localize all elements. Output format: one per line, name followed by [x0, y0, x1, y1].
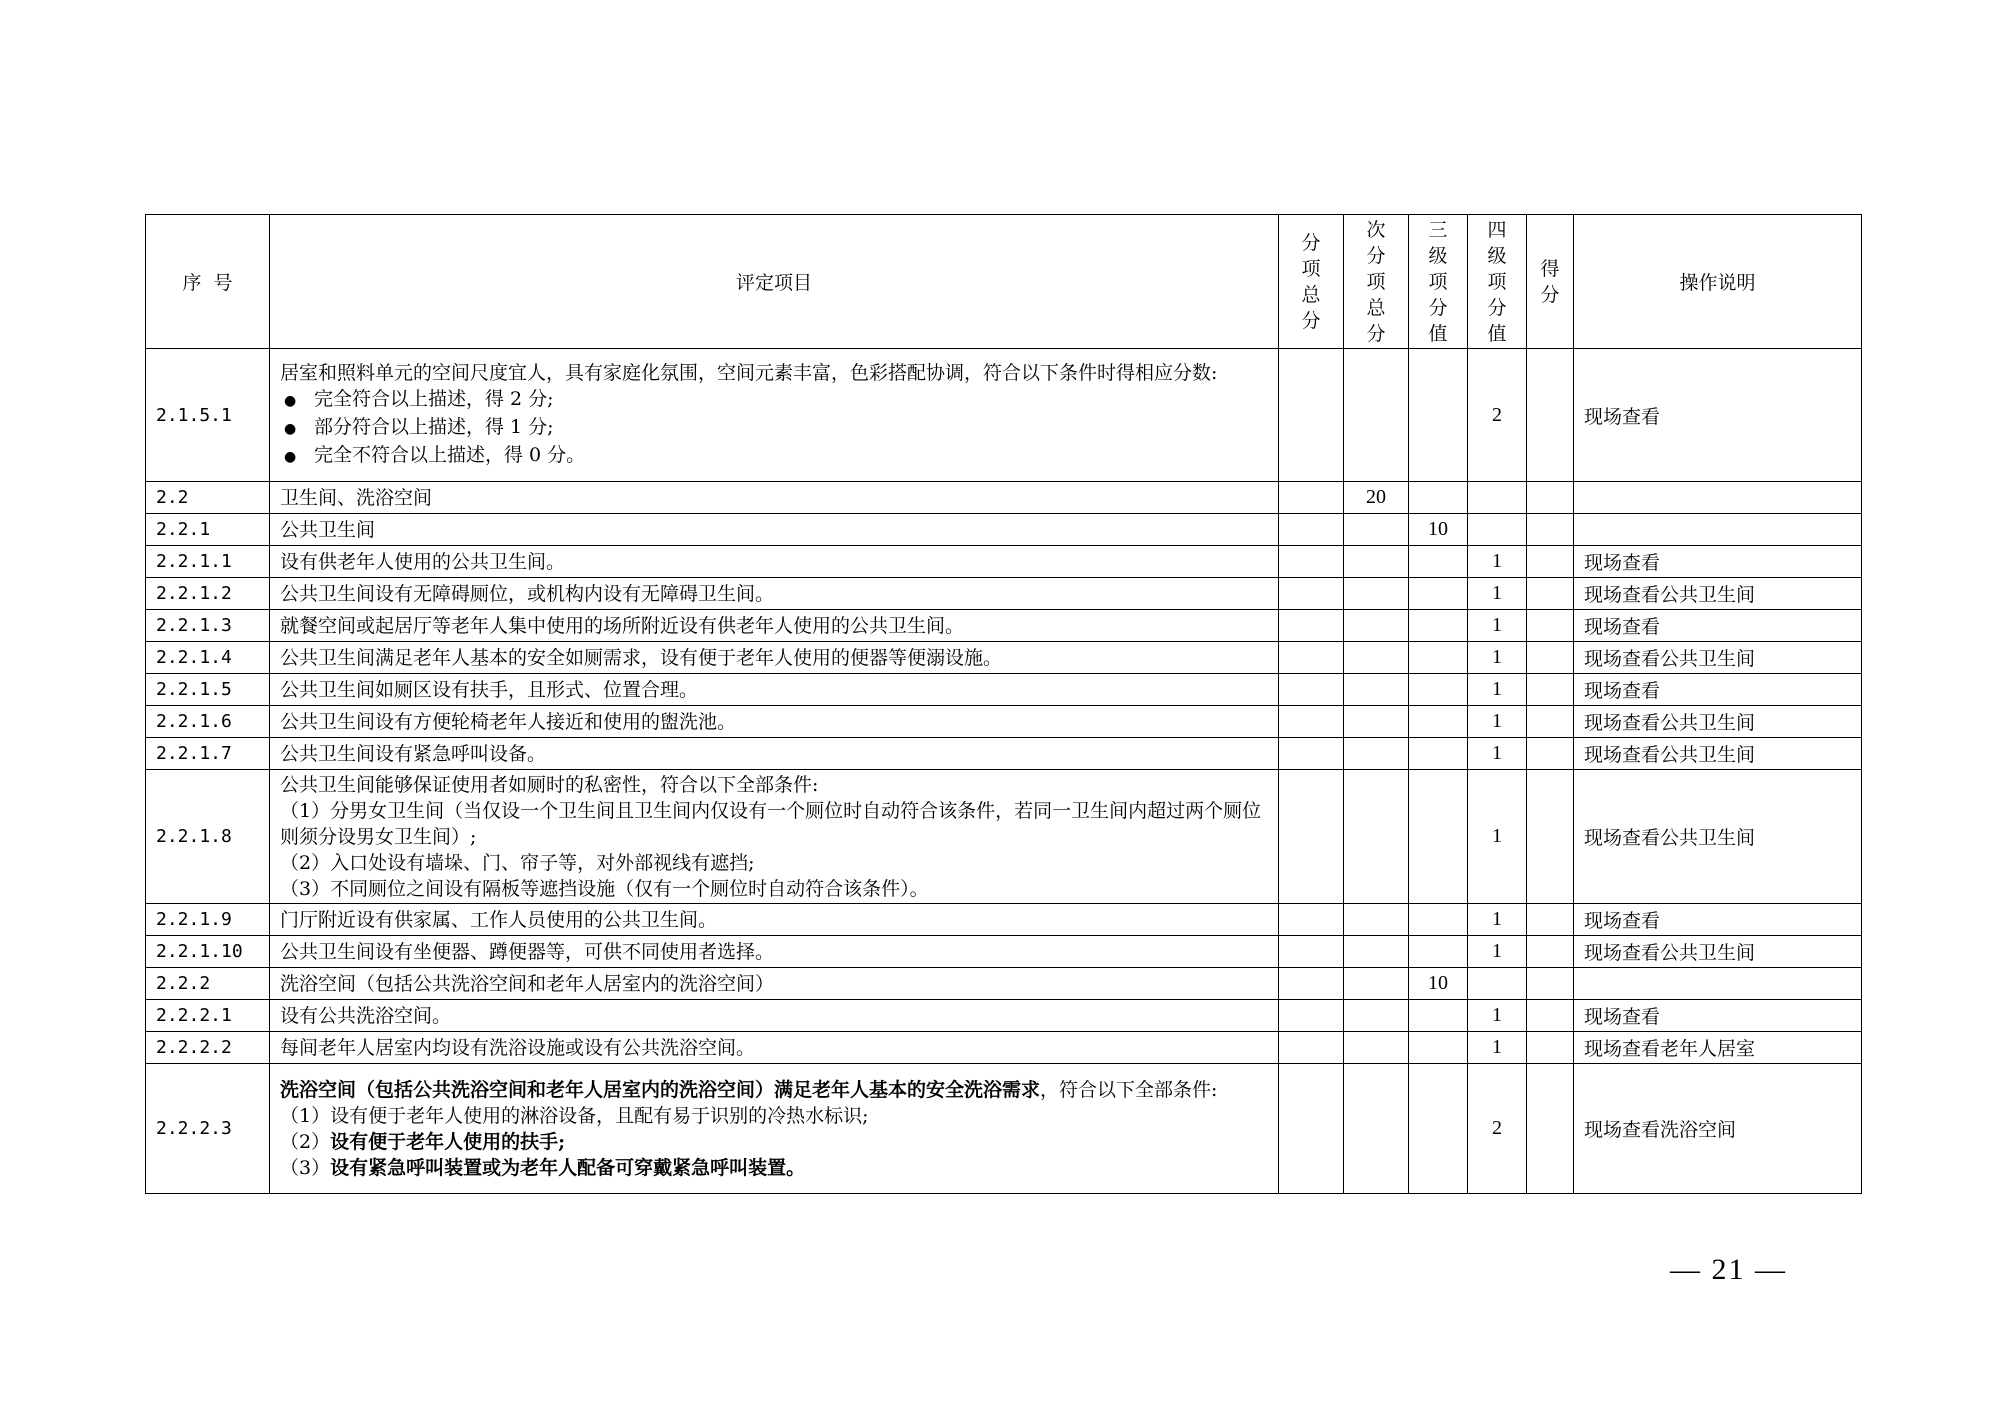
cell-c1: [1279, 610, 1344, 642]
row-operation: 现场查看老年人居室: [1574, 1032, 1862, 1064]
cell-c2: [1344, 936, 1409, 968]
evaluation-table: [145, 214, 1862, 1194]
row-item: 公共卫生间设有紧急呼叫设备。: [270, 738, 1279, 770]
cell-c2: [1344, 904, 1409, 936]
cell-c3: [1409, 642, 1468, 674]
table-row: [146, 578, 1862, 610]
cell-c2: [1344, 514, 1409, 546]
header-sub-subtotal: 次分项总分: [1344, 215, 1409, 349]
row-item: 设有供老年人使用的公共卫生间。: [270, 546, 1279, 578]
cell-c4: 2: [1468, 349, 1527, 482]
cell-c2: [1344, 770, 1409, 904]
item-text: 居室和照料单元的空间尺度宜人，具有家庭化氛围，空间元素丰富，色彩搭配协调，符合以下条件时得相应分数:: [280, 362, 1218, 384]
cell-c3: [1409, 674, 1468, 706]
row-operation: 现场查看公共卫生间: [1574, 642, 1862, 674]
item-text-emphasis: 洗浴空间（包括公共洗浴空间和老年人居室内的洗浴空间）满足老年人基本的安全洗浴需求: [280, 1078, 1041, 1101]
row-operation: 现场查看: [1574, 674, 1862, 706]
table-row: [146, 674, 1862, 706]
row-seq: 2.2.2.3: [146, 1064, 270, 1194]
bullet-item: ● 部分符合以上描述，得 1 分;: [280, 414, 1268, 442]
cell-c2: [1344, 1000, 1409, 1032]
row-seq: 2.2.2: [146, 968, 270, 1000]
cell-c2: [1344, 706, 1409, 738]
table-row: [146, 1000, 1862, 1032]
cell-c3: [1409, 1000, 1468, 1032]
cell-c2: [1344, 968, 1409, 1000]
cell-c4: 1: [1468, 936, 1527, 968]
cell-score: [1527, 1064, 1574, 1194]
row-item: 就餐空间或起居厅等老年人集中使用的场所附近设有供老年人使用的公共卫生间。: [270, 610, 1279, 642]
row-operation: 现场查看: [1574, 904, 1862, 936]
header-seq: 序 号: [146, 215, 270, 349]
table-header-row: [146, 215, 1862, 349]
cell-score: [1527, 610, 1574, 642]
row-item: 公共卫生间设有无障碍厕位，或机构内设有无障碍卫生间。: [270, 578, 1279, 610]
cell-c1: [1279, 738, 1344, 770]
item-condition: [280, 1155, 1268, 1181]
row-item: 设有公共洗浴空间。: [270, 1000, 1279, 1032]
cell-c4: 1: [1468, 770, 1527, 904]
cell-score: [1527, 1032, 1574, 1064]
row-seq: 2.2.1.8: [146, 770, 270, 904]
cell-c4: 1: [1468, 578, 1527, 610]
condition-text: 设有便于老年人使用的扶手;: [330, 1130, 566, 1153]
cell-c2: [1344, 1032, 1409, 1064]
bullet-item: ● 完全不符合以上描述，得 0 分。: [280, 442, 1268, 470]
cell-c3: [1409, 1064, 1468, 1194]
cell-c1: [1279, 482, 1344, 514]
cell-c1: [1279, 578, 1344, 610]
table-row: [146, 706, 1862, 738]
row-operation: 现场查看洗浴空间: [1574, 1064, 1862, 1194]
row-seq: 2.1.5.1: [146, 349, 270, 482]
condition-number: （2）: [280, 1130, 331, 1153]
cell-c4: 1: [1468, 546, 1527, 578]
cell-score: [1527, 904, 1574, 936]
cell-c3: [1409, 936, 1468, 968]
cell-score: [1527, 706, 1574, 738]
table-row-subsection: [146, 514, 1862, 546]
row-seq: 2.2.1.5: [146, 674, 270, 706]
condition-number: （3）: [280, 1156, 331, 1179]
cell-c2: [1344, 674, 1409, 706]
cell-score: [1527, 770, 1574, 904]
table-row-subsection: [146, 968, 1862, 1000]
cell-c1: [1279, 1032, 1344, 1064]
cell-score: [1527, 642, 1574, 674]
cell-c4: 1: [1468, 1032, 1527, 1064]
row-item: 公共卫生间满足老年人基本的安全如厕需求，设有便于老年人使用的便器等便溺设施。: [270, 642, 1279, 674]
cell-c3: 10: [1409, 514, 1468, 546]
cell-c4: 2: [1468, 1064, 1527, 1194]
row-seq: 2.2.1.9: [146, 904, 270, 936]
cell-c3: [1409, 546, 1468, 578]
table-row: [146, 610, 1862, 642]
row-seq: 2.2.1.7: [146, 738, 270, 770]
cell-c3: [1409, 770, 1468, 904]
row-operation: 现场查看公共卫生间: [1574, 770, 1862, 904]
table-row-section: [146, 482, 1862, 514]
table-row: [146, 738, 1862, 770]
row-item: 公共卫生间如厕区设有扶手，且形式、位置合理。: [270, 674, 1279, 706]
row-operation: 现场查看: [1574, 1000, 1862, 1032]
row-seq: 2.2.2.1: [146, 1000, 270, 1032]
cell-c4: 1: [1468, 610, 1527, 642]
cell-c1: [1279, 904, 1344, 936]
item-text-rest: ，符合以下全部条件:: [1040, 1078, 1218, 1101]
row-operation: [1574, 482, 1862, 514]
cell-score: [1527, 968, 1574, 1000]
row-item: 卫生间、洗浴空间: [270, 482, 1279, 514]
cell-score: [1527, 349, 1574, 482]
cell-c3: [1409, 1032, 1468, 1064]
condition-text: 设有紧急呼叫装置或为老年人配备可穿戴紧急呼叫装置。: [330, 1156, 806, 1179]
cell-score: [1527, 738, 1574, 770]
cell-c3: [1409, 482, 1468, 514]
table-row: [146, 349, 1862, 482]
table-row: [146, 904, 1862, 936]
header-level4-score: 四级项分值: [1468, 215, 1527, 349]
cell-c4: [1468, 482, 1527, 514]
cell-c3: [1409, 349, 1468, 482]
cell-score: [1527, 936, 1574, 968]
header-level3-score: 三级项分值: [1409, 215, 1468, 349]
row-item: 门厅附近设有供家属、工作人员使用的公共卫生间。: [270, 904, 1279, 936]
cell-c3: [1409, 904, 1468, 936]
cell-score: [1527, 1000, 1574, 1032]
row-item: [270, 1064, 1279, 1194]
table-row: [146, 642, 1862, 674]
cell-score: [1527, 482, 1574, 514]
row-operation: 现场查看公共卫生间: [1574, 706, 1862, 738]
row-operation: 现场查看公共卫生间: [1574, 936, 1862, 968]
cell-c1: [1279, 1000, 1344, 1032]
cell-c1: [1279, 642, 1344, 674]
cell-c2: [1344, 578, 1409, 610]
row-item: [270, 349, 1279, 482]
row-seq: 2.2.1.1: [146, 546, 270, 578]
row-seq: 2.2.1.2: [146, 578, 270, 610]
cell-c3: 10: [1409, 968, 1468, 1000]
cell-c2: [1344, 546, 1409, 578]
row-operation: 现场查看公共卫生间: [1574, 738, 1862, 770]
cell-c4: 1: [1468, 706, 1527, 738]
row-seq: 2.2: [146, 482, 270, 514]
table-row: [146, 770, 1862, 904]
row-seq: 2.2.1.4: [146, 642, 270, 674]
header-operation: 操作说明: [1574, 215, 1862, 349]
row-operation: [1574, 514, 1862, 546]
cell-c3: [1409, 578, 1468, 610]
cell-score: [1527, 578, 1574, 610]
cell-c3: [1409, 610, 1468, 642]
table-row: [146, 1064, 1862, 1194]
page-number: — 21 —: [1670, 1253, 1787, 1286]
cell-c1: [1279, 968, 1344, 1000]
cell-c4: 1: [1468, 642, 1527, 674]
item-text: [280, 1077, 1268, 1103]
table-row: [146, 1032, 1862, 1064]
cell-c2: [1344, 349, 1409, 482]
row-seq: 2.2.1.10: [146, 936, 270, 968]
row-item: 每间老年人居室内均设有洗浴设施或设有公共洗浴空间。: [270, 1032, 1279, 1064]
cell-c4: 1: [1468, 904, 1527, 936]
cell-c2: [1344, 738, 1409, 770]
cell-score: [1527, 514, 1574, 546]
row-item: 洗浴空间（包括公共洗浴空间和老年人居室内的洗浴空间）: [270, 968, 1279, 1000]
item-condition: （2）入口处设有墙垛、门、帘子等，对外部视线有遮挡;: [280, 851, 755, 874]
cell-c2: 20: [1344, 482, 1409, 514]
cell-c2: [1344, 642, 1409, 674]
header-subtotal: 分项总分: [1279, 215, 1344, 349]
cell-c2: [1344, 610, 1409, 642]
cell-c4: [1468, 514, 1527, 546]
item-condition: （3）不同厕位之间设有隔板等遮挡设施（仅有一个厕位时自动符合该条件）。: [280, 877, 929, 900]
row-seq: 2.2.2.2: [146, 1032, 270, 1064]
row-seq: 2.2.1: [146, 514, 270, 546]
cell-c3: [1409, 706, 1468, 738]
row-operation: 现场查看: [1574, 610, 1862, 642]
row-operation: 现场查看公共卫生间: [1574, 578, 1862, 610]
header-score: 得分: [1527, 215, 1574, 349]
row-operation: [1574, 968, 1862, 1000]
cell-c1: [1279, 936, 1344, 968]
bullet-item: ● 完全符合以上描述，得 2 分;: [280, 386, 1268, 414]
row-item: 公共卫生间设有方便轮椅老年人接近和使用的盥洗池。: [270, 706, 1279, 738]
cell-c4: [1468, 968, 1527, 1000]
row-item: 公共卫生间设有坐便器、蹲便器等，可供不同使用者选择。: [270, 936, 1279, 968]
cell-c1: [1279, 514, 1344, 546]
cell-c4: 1: [1468, 1000, 1527, 1032]
cell-c1: [1279, 770, 1344, 904]
cell-c2: [1344, 1064, 1409, 1194]
header-item: 评定项目: [270, 215, 1279, 349]
cell-c1: [1279, 674, 1344, 706]
cell-c4: 1: [1468, 674, 1527, 706]
cell-c3: [1409, 738, 1468, 770]
row-operation: 现场查看: [1574, 546, 1862, 578]
table-row: [146, 936, 1862, 968]
item-condition: [280, 1129, 1268, 1155]
row-item: [270, 770, 1279, 904]
row-seq: 2.2.1.6: [146, 706, 270, 738]
cell-c1: [1279, 1064, 1344, 1194]
row-operation: 现场查看: [1574, 349, 1862, 482]
cell-score: [1527, 546, 1574, 578]
row-item: 公共卫生间: [270, 514, 1279, 546]
cell-c1: [1279, 349, 1344, 482]
item-condition: （1）设有便于老年人使用的淋浴设备，且配有易于识别的冷热水标识;: [280, 1104, 869, 1127]
item-condition: （1）分男女卫生间（当仅设一个卫生间且卫生间内仅设有一个厕位时自动符合该条件，若同一卫生间内超过两个厕位则须分设男女卫生间）;: [280, 799, 1262, 848]
row-seq: 2.2.1.3: [146, 610, 270, 642]
cell-c1: [1279, 546, 1344, 578]
cell-c4: 1: [1468, 738, 1527, 770]
cell-c1: [1279, 706, 1344, 738]
item-text: 公共卫生间能够保证使用者如厕时的私密性，符合以下全部条件:: [280, 773, 819, 796]
table-row: [146, 546, 1862, 578]
cell-score: [1527, 674, 1574, 706]
